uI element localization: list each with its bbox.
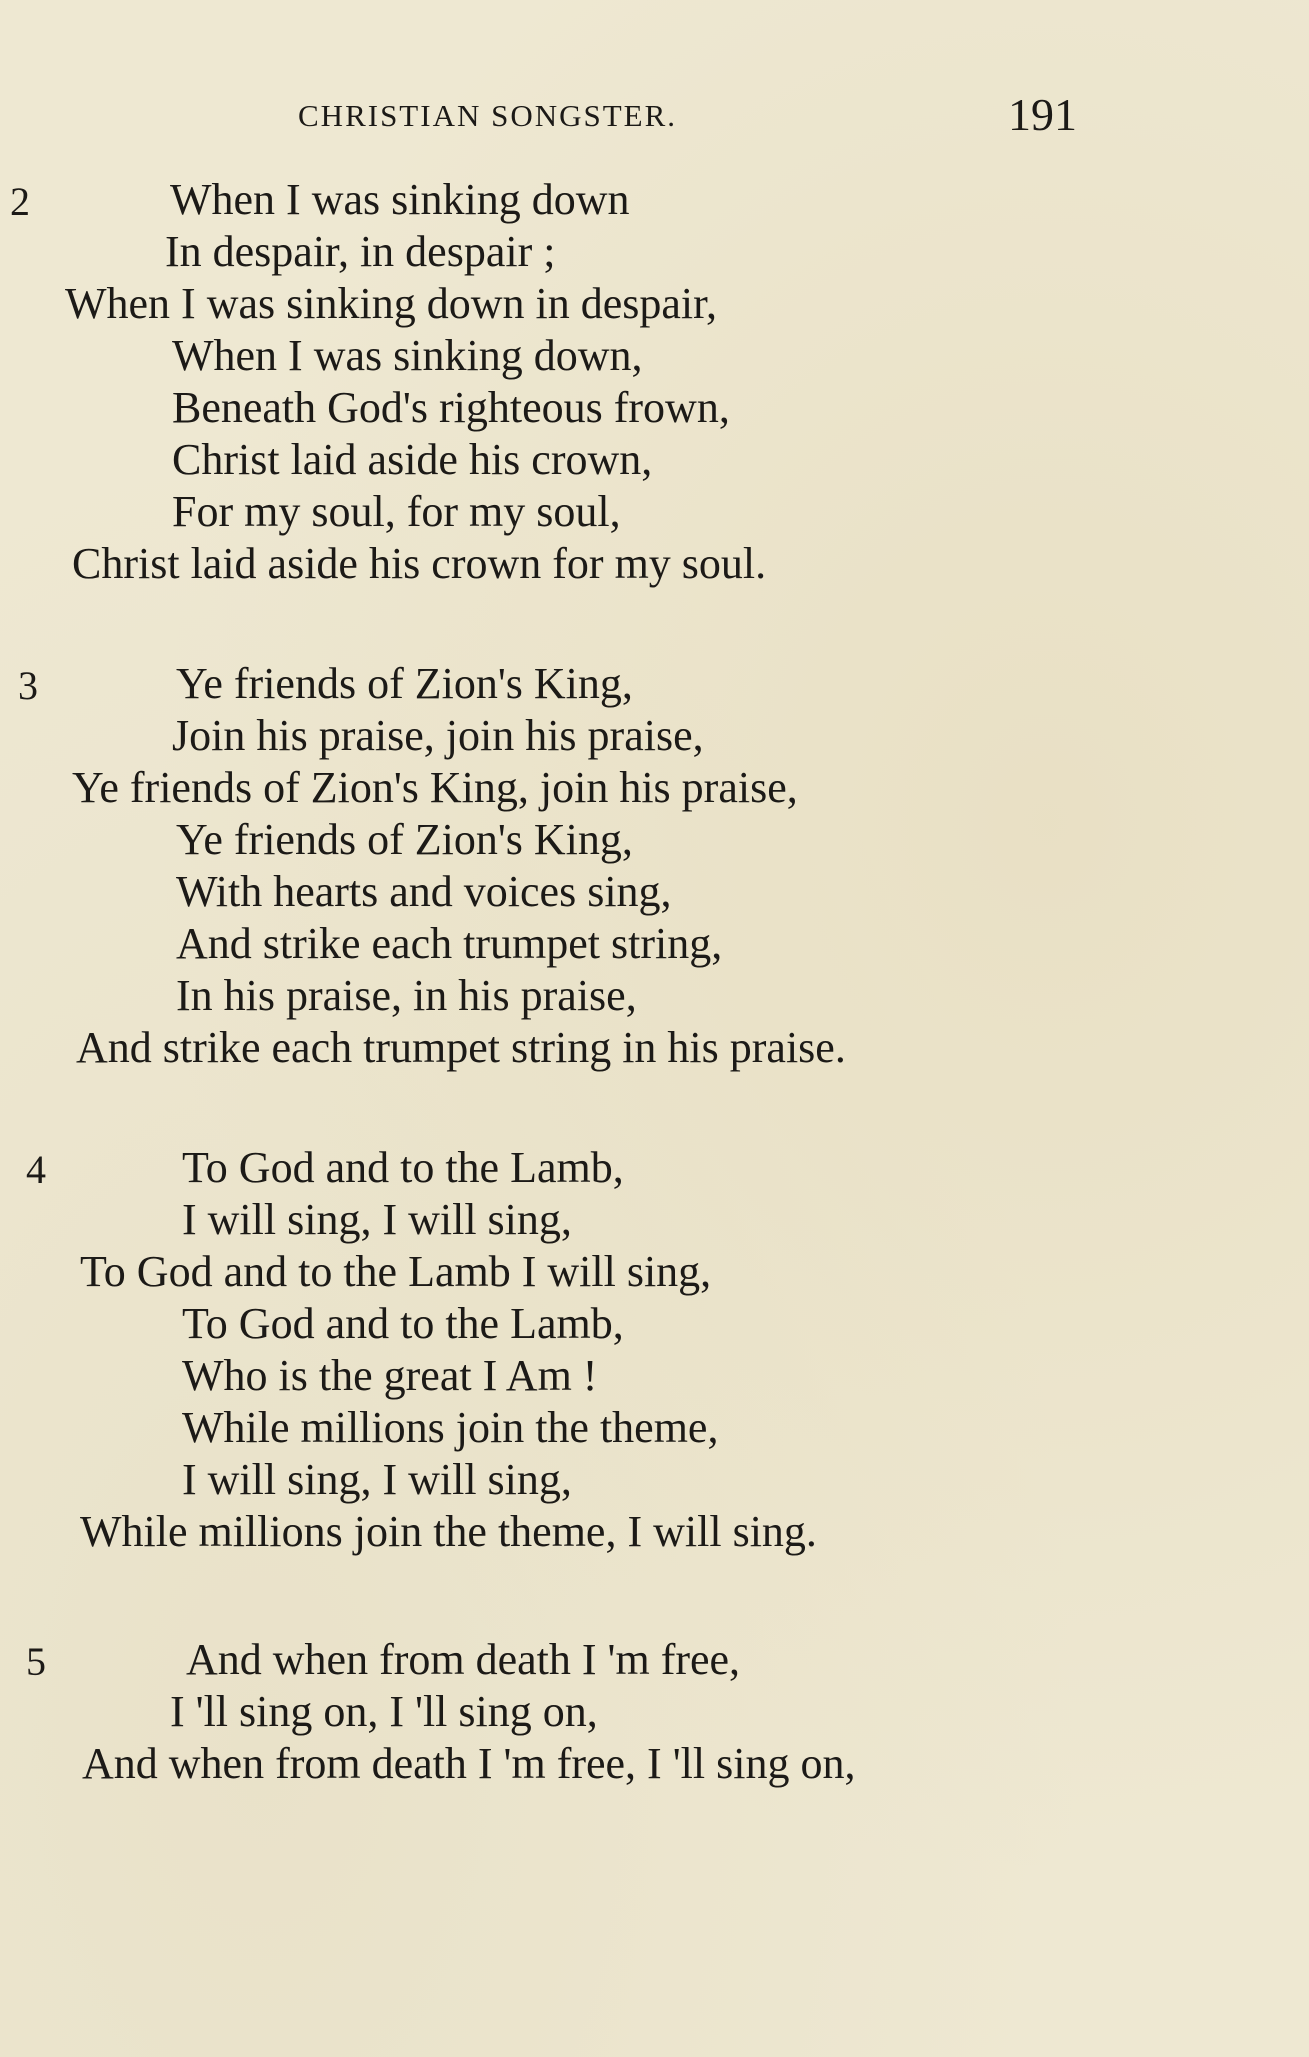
verse-line: And strike each trumpet string in his praise. bbox=[76, 1023, 846, 1072]
verse-line: Christ laid aside his crown for my soul. bbox=[72, 539, 767, 588]
page-number: 191 bbox=[1008, 89, 1077, 140]
verse-line: For my soul, for my soul, bbox=[172, 487, 621, 536]
verse-line: To God and to the Lamb I will sing, bbox=[80, 1247, 712, 1296]
stanza-number: 3 bbox=[18, 663, 38, 708]
verse-line: Beneath God's righteous frown, bbox=[172, 383, 730, 432]
verse-line: I will sing, I will sing, bbox=[182, 1455, 572, 1504]
verse-line: To God and to the Lamb, bbox=[182, 1299, 624, 1348]
verse-line: In his praise, in his praise, bbox=[176, 971, 637, 1020]
verse-line: Ye friends of Zion's King, join his praise, bbox=[72, 763, 798, 812]
stanza-number: 4 bbox=[26, 1147, 46, 1192]
verse-line: And strike each trumpet string, bbox=[176, 919, 723, 968]
verse-line: I 'll sing on, I 'll sing on, bbox=[170, 1687, 598, 1736]
verse-line: When I was sinking down, bbox=[172, 331, 643, 380]
verse-line: While millions join the theme, bbox=[182, 1403, 719, 1452]
stanza-number: 5 bbox=[26, 1639, 46, 1684]
verse-line: In despair, in despair ; bbox=[165, 227, 556, 276]
verse-line: When I was sinking down bbox=[170, 175, 630, 224]
verse-line: Christ laid aside his crown, bbox=[172, 435, 653, 484]
verse-line: Who is the great I Am ! bbox=[182, 1351, 598, 1400]
verse-line: I will sing, I will sing, bbox=[182, 1195, 572, 1244]
stanza-number: 2 bbox=[10, 179, 30, 224]
verse-line: While millions join the theme, I will sing. bbox=[80, 1507, 817, 1556]
verse-line: With hearts and voices sing, bbox=[176, 867, 672, 916]
verse-line: And when from death I 'm free, I 'll sing on, bbox=[82, 1739, 856, 1788]
verse-line: And when from death I 'm free, bbox=[186, 1635, 741, 1684]
running-head-title: CHRISTIAN SONGSTER. bbox=[298, 98, 678, 133]
verse-line: Ye friends of Zion's King, bbox=[176, 815, 633, 864]
verse-line: Ye friends of Zion's King, bbox=[176, 659, 633, 708]
verse-line: Join his praise, join his praise, bbox=[172, 711, 704, 760]
verse-line: To God and to the Lamb, bbox=[182, 1143, 624, 1192]
verse-line: When I was sinking down in despair, bbox=[65, 279, 718, 328]
